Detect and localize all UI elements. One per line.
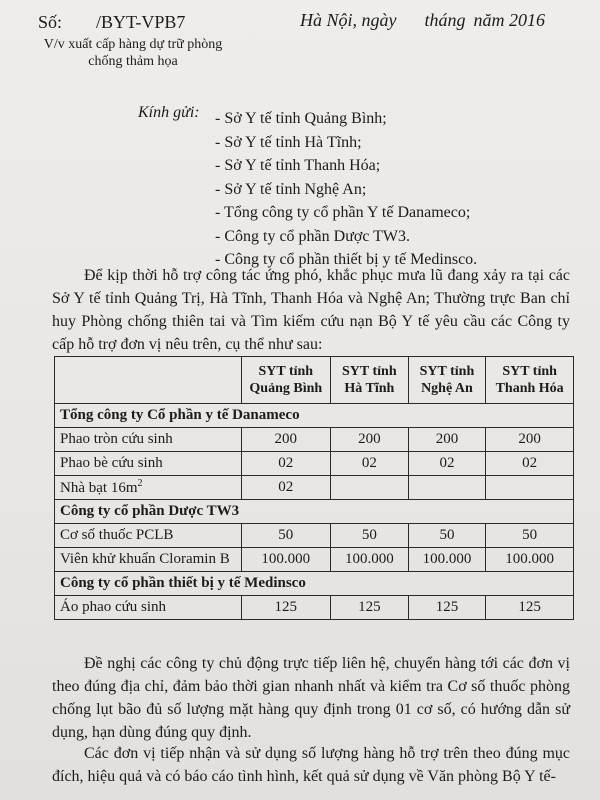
col-header-line: SYT tỉnh <box>502 364 557 379</box>
section-title: Công ty cổ phần thiết bị y tế Medinsco <box>55 572 574 596</box>
table-cell: 50 <box>408 524 486 548</box>
table-cell <box>486 476 574 500</box>
recipient-item: - Sở Y tế tỉnh Nghệ An; <box>215 180 367 198</box>
table-header-row <box>55 357 574 404</box>
section-row <box>55 500 574 524</box>
table-cell: 02 <box>408 452 486 476</box>
table-cell: 200 <box>241 428 330 452</box>
table-cell: 50 <box>241 524 330 548</box>
table-cell: 125 <box>331 596 409 620</box>
table-cell: 100.000 <box>408 548 486 572</box>
table-row <box>55 476 574 500</box>
body-paragraph-3: Các đơn vị tiếp nhận và sử dụng số lượng hàng hỗ trợ trên theo đúng mục đích, hiệu quả và có báo cáo tình hình, kết quả sử dụng về Văn phòng Bộ Y tế- <box>52 745 570 785</box>
item-name: Cơ số thuốc PCLB <box>55 524 242 548</box>
table-row <box>55 428 574 452</box>
table-cell: 02 <box>486 452 574 476</box>
recipients-list <box>215 107 477 272</box>
recipient-item: - Công ty cổ phần thiết bị y tế Medinsco. <box>215 251 478 268</box>
col-header-ha-tinh <box>331 357 409 404</box>
table-cell: 125 <box>486 596 574 620</box>
recipient-item: - Sở Y tế tỉnh Thanh Hóa; <box>215 157 381 174</box>
body-paragraph-2: Đề nghị các công ty chủ động trực tiếp liên hệ, chuyển hàng tới các đơn vị theo đúng địa chỉ, đảm bảo thời gian nhanh nhất và kiểm tra Cơ số thuốc phòng chống lụt bão đủ số lượng mặt hàng quy định trong 01 cơ số, có hướng dẫn sử dụng, hạn dùng đúng quy định. <box>52 655 570 741</box>
document-number <box>38 12 185 33</box>
col-header-thanh-hoa <box>486 357 574 404</box>
table-cell: 100.000 <box>241 548 330 572</box>
table-cell: 200 <box>408 428 486 452</box>
item-name: Áo phao cứu sinh <box>55 596 242 620</box>
section-title: Tổng công ty Cổ phần y tế Danameco <box>55 404 574 428</box>
table-cell: 02 <box>241 476 330 500</box>
col-header-line: Thanh Hóa <box>495 381 564 396</box>
subject-line <box>28 36 238 70</box>
item-name: Nhà bạt 16m <box>60 480 138 496</box>
section-row <box>55 572 574 596</box>
subject-line-2: chống thảm họa <box>88 54 178 69</box>
recipient-item: - Sở Y tế tỉnh Hà Tĩnh; <box>215 133 362 151</box>
recipients-label: Kính gửi: <box>138 104 200 121</box>
col-header-quang-binh <box>241 357 330 404</box>
table-row <box>55 524 574 548</box>
table-cell: 02 <box>241 452 330 476</box>
table-cell: 200 <box>331 428 409 452</box>
table-cell: 125 <box>241 596 330 620</box>
subject-line-1: V/v xuất cấp hàng dự trữ phòng <box>43 37 223 52</box>
col-header-line: Quảng Bình <box>249 381 323 396</box>
col-header-line: SYT tỉnh <box>419 364 475 379</box>
table-cell <box>408 476 486 500</box>
so-label: Số: <box>38 12 63 32</box>
col-header-line: Hà Tĩnh <box>344 381 395 396</box>
col-header-line: SYT tỉnh <box>342 364 397 379</box>
supply-table <box>54 356 574 620</box>
table-cell: 125 <box>408 596 486 620</box>
month-text: tháng <box>424 10 466 30</box>
recipient-item: - Tổng công ty cổ phần Y tế Danameco; <box>215 204 471 221</box>
table-cell: 02 <box>331 452 409 476</box>
col-header-line: Nghệ An <box>421 381 473 396</box>
item-name: Viên khử khuẩn Cloramin B <box>55 548 242 572</box>
item-name: Phao tròn cứu sinh <box>55 428 242 452</box>
col-header-line: SYT tỉnh <box>258 364 314 379</box>
place-date <box>300 10 545 31</box>
recipient-item: - Sở Y tế tỉnh Quảng Bình; <box>215 110 387 127</box>
col-header-nghe-an <box>408 357 486 404</box>
year-text: năm 2016 <box>473 10 546 30</box>
table-cell: 100.000 <box>331 548 409 572</box>
body-paragraph-1: Để kịp thời hỗ trợ công tác ứng phó, khắc phục mưa lũ đang xảy ra tại các Sở Y tế tỉnh Quảng Trị, Hà Tĩnh, Thanh Hóa và Nghệ An; Thường trực Ban chỉ huy Phòng chống thiên tai và Tìm kiếm cứu nạn Bộ Y tế yêu cầu các Công ty cấp hỗ trợ đơn vị nêu trên, cụ thể như sau: <box>52 267 570 353</box>
table-cell: 200 <box>486 428 574 452</box>
table-cell: 50 <box>486 524 574 548</box>
table-cell <box>331 476 409 500</box>
table-row <box>55 596 574 620</box>
item-name: Phao bè cứu sinh <box>55 452 242 476</box>
place-text: Hà Nội, ngày <box>300 10 397 30</box>
table-cell: 100.000 <box>486 548 574 572</box>
so-number: /BYT-VPB7 <box>96 12 186 32</box>
section-title: Công ty cổ phần Dược TW3 <box>55 500 574 524</box>
table-row <box>55 548 574 572</box>
table-row <box>55 452 574 476</box>
section-row <box>55 404 574 428</box>
item-superscript: 2 <box>137 478 143 489</box>
recipient-item: - Công ty cổ phần Dược TW3. <box>215 227 411 245</box>
header-empty-cell <box>55 357 242 404</box>
item-name-cell <box>55 476 242 500</box>
table-cell: 50 <box>331 524 409 548</box>
